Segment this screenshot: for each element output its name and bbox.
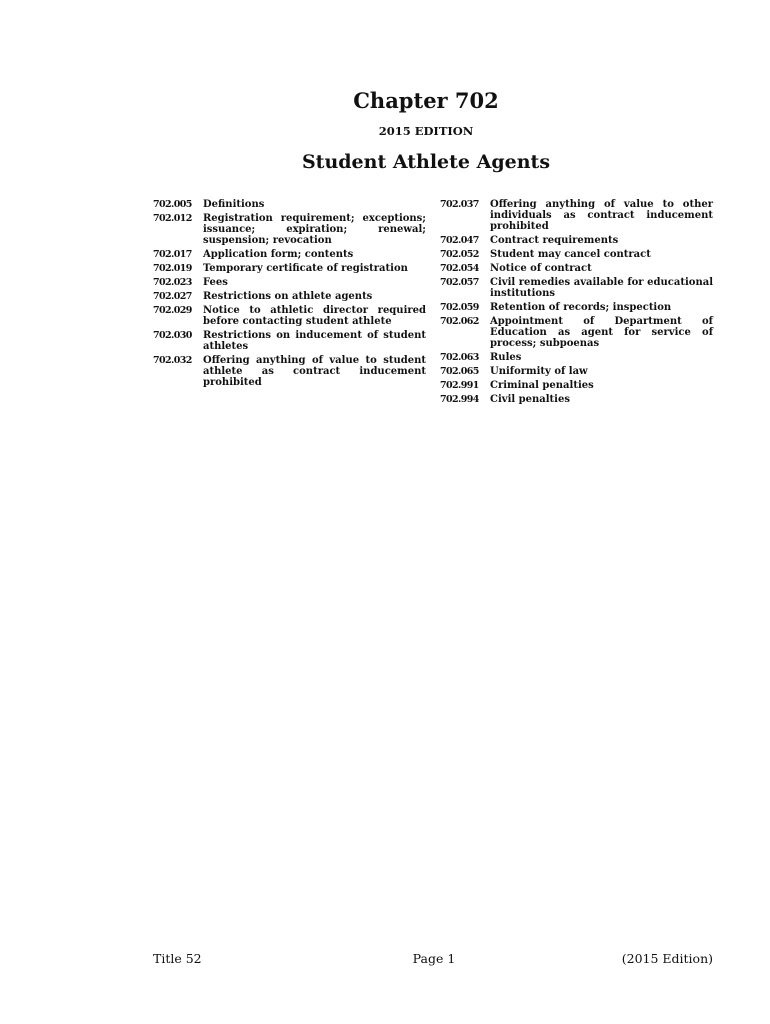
section-number: 702.005	[153, 199, 192, 210]
section-title: Rules	[490, 352, 522, 363]
toc-entry	[440, 380, 713, 391]
toc-entry	[440, 302, 713, 313]
section-title: Offering anything of value to other individuals as contract inducement prohibited	[490, 199, 713, 232]
section-number: 702.032	[153, 355, 192, 366]
toc-entry	[440, 235, 713, 246]
toc-left-column	[153, 199, 426, 391]
section-number: 702.037	[440, 199, 479, 210]
footer-edition: (2015 Edition)	[621, 951, 713, 966]
toc-entry	[440, 277, 713, 299]
toc-entry	[153, 199, 426, 210]
toc-entry	[153, 305, 426, 327]
section-title: Contract requirements	[490, 235, 619, 246]
toc-entry	[153, 291, 426, 302]
toc-entry	[153, 263, 426, 274]
toc-entry	[440, 316, 713, 349]
section-title: Notice of contract	[490, 263, 592, 274]
section-number: 702.059	[440, 302, 479, 313]
section-title: Offering anything of value to student athlete as contract inducement prohibited	[203, 355, 426, 388]
section-title: Retention of records; inspection	[490, 302, 672, 313]
chapter-subject-heading: Student Athlete Agents	[301, 151, 551, 173]
toc-entry	[153, 277, 426, 288]
section-number: 702.063	[440, 352, 479, 363]
toc-entry	[440, 199, 713, 232]
section-number: 702.062	[440, 316, 479, 327]
footer-page-number: Page 1	[412, 951, 456, 966]
toc-entry	[153, 213, 426, 246]
section-number: 702.052	[440, 249, 479, 260]
section-number: 702.029	[153, 305, 192, 316]
toc-entry	[153, 330, 426, 352]
section-title: Restrictions on inducement of student athletes	[203, 330, 426, 352]
toc-entry	[440, 366, 713, 377]
section-title: Registration requirement; exceptions; issuance; expiration; renewal; suspension; revocation	[203, 213, 426, 246]
toc-entry	[440, 263, 713, 274]
section-title: Restrictions on athlete agents	[203, 291, 373, 302]
toc-entry	[440, 394, 713, 405]
footer-title: Title 52	[153, 951, 202, 966]
toc-entry	[153, 249, 426, 260]
section-number: 702.991	[440, 380, 479, 391]
section-title: Notice to athletic director required before contacting student athlete	[203, 305, 426, 327]
toc-entry	[440, 249, 713, 260]
section-title: Criminal penalties	[490, 380, 594, 391]
section-title: Student may cancel contract	[490, 249, 651, 260]
section-number: 702.012	[153, 213, 192, 224]
section-title: Application form; contents	[203, 249, 354, 260]
section-title: Fees	[203, 277, 228, 288]
section-number: 702.023	[153, 277, 192, 288]
section-title: Appointment of Department of Education as agent for service of process; subpoenas	[490, 316, 713, 349]
section-number: 702.017	[153, 249, 192, 260]
section-number: 702.047	[440, 235, 479, 246]
section-number: 702.065	[440, 366, 479, 377]
toc-entry	[440, 352, 713, 363]
section-number: 702.030	[153, 330, 192, 341]
toc-entry	[153, 355, 426, 388]
section-title: Uniformity of law	[490, 366, 588, 377]
edition-label: 2015 EDITION	[378, 124, 474, 138]
section-number: 702.054	[440, 263, 479, 274]
section-number: 702.019	[153, 263, 192, 274]
section-title: Civil remedies available for educational institutions	[490, 277, 713, 299]
section-number: 702.027	[153, 291, 192, 302]
section-number: 702.057	[440, 277, 479, 288]
section-title: Temporary certificate of registration	[203, 263, 408, 274]
page-title: Chapter 702	[353, 88, 499, 113]
section-title: Definitions	[203, 199, 265, 210]
section-title: Civil penalties	[490, 394, 570, 405]
toc-right-column	[440, 199, 713, 408]
section-number: 702.994	[440, 394, 479, 405]
